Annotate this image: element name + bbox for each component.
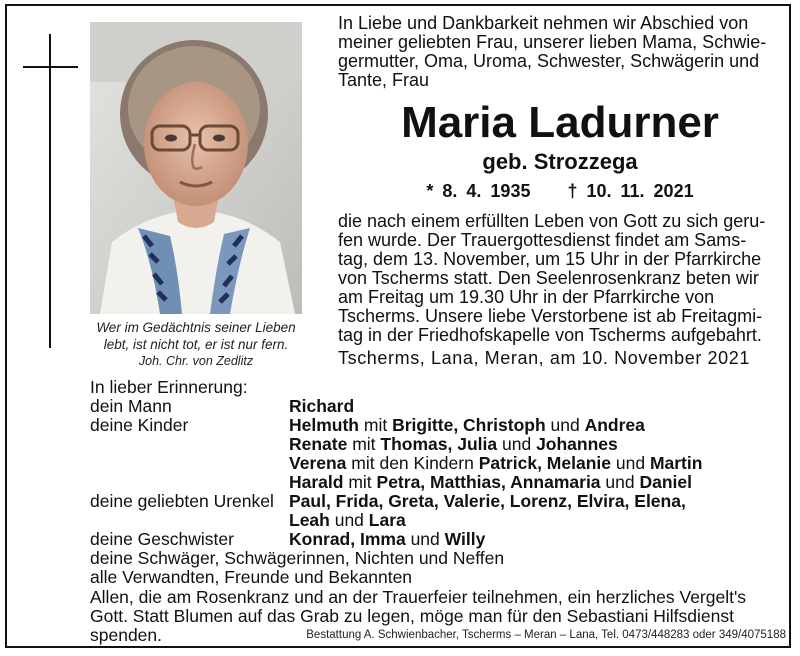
cross-icon [49, 34, 51, 348]
death-date: † 10. 11. 2021 [567, 181, 694, 201]
label-husband: dein Mann [90, 396, 172, 416]
extended-family-line: deine Schwäger, Schwägerinnen, Nichten und Neffen [90, 548, 505, 568]
service-details [338, 212, 778, 345]
body-line: am Freitag um 19.30 Uhr in der Pfarrkirche von [338, 287, 715, 307]
maiden-name: geb. Strozzega [482, 149, 638, 174]
connector-text: und [600, 472, 640, 492]
connector-text: und [329, 510, 369, 530]
label-great-grandchildren: deine geliebten Urenkel [90, 491, 274, 511]
closing-line: spenden. [90, 625, 163, 645]
label-siblings: deine Geschwister [90, 529, 234, 549]
birth-date: * 8. 4. 1935 [426, 181, 531, 201]
cross-icon-bar [23, 66, 78, 68]
relative-name: Helmuth [289, 415, 359, 435]
body-line: fen wurde. Der Trauergottesdienst findet am Sams- [338, 230, 747, 250]
relative-row [289, 473, 702, 492]
memorial-quote [76, 319, 316, 370]
intro-line: In Liebe und Dankbarkeit nehmen wir Abschied von [338, 13, 749, 33]
body-line: von Tscherms statt. Den Seelenrosenkranz beten wir [338, 268, 759, 288]
relative-row [289, 511, 686, 530]
intro-line: meiner geliebten Frau, unserer lieben Mama, Schwie- [338, 32, 767, 52]
relative-name: Thomas, Julia [380, 434, 498, 454]
quote-line: lebt, ist nicht tot, er ist nur fern. [103, 337, 289, 352]
siblings-list [289, 530, 485, 549]
relative-row [289, 416, 702, 435]
connector-text: und [545, 415, 585, 435]
relative-name: Petra, Matthias, Annamaria [376, 472, 601, 492]
life-dates [320, 180, 800, 202]
connector-text: mit [359, 415, 393, 435]
connector-text: mit [343, 472, 377, 492]
connector-text: und [611, 453, 650, 473]
relative-name: Willy [444, 529, 486, 549]
great-grandchildren-list [289, 492, 686, 530]
closing-line: Gott. Statt Blumen auf das Grab zu legen, möge man für den Sebastiani Hilfsdienst [90, 606, 734, 626]
closing-line: Allen, die am Rosenkranz und an der Trauerfeier teilnehmen, ein herzliches Vergelt's [90, 587, 747, 607]
label-children: deine Kinder [90, 415, 189, 435]
deceased-name: Maria Ladurner [401, 98, 719, 147]
relative-name: Renate [289, 434, 348, 454]
connector-text: mit [347, 434, 381, 454]
relative-row [289, 530, 485, 549]
body-line: tag, dem 13. November, um 15 Uhr in der Pfarrkirche [338, 249, 762, 269]
relative-name: Leah [289, 510, 330, 530]
memory-heading: In lieber Erinnerung: [90, 377, 248, 397]
body-line: Tscherms. Unsere liebe Verstorbene ist ab Freitagmi- [338, 306, 763, 326]
intro-line: germutter, Oma, Uroma, Schwester, Schwägerin und [338, 51, 760, 71]
intro-text [338, 14, 778, 90]
connector-text: und [497, 434, 537, 454]
body-line: tag in der Friedhofskapelle von Tscherms aufgebahrt. [338, 325, 762, 345]
relative-row [289, 435, 702, 454]
husband-name: Richard [289, 396, 355, 416]
relative-name: Paul, Frida, Greta, Valerie, Lorenz, Elvira, Elena, [289, 491, 686, 511]
undertaker-info: Bestattung A. Schwienbacher, Tscherms – Meran – Lana, Tel. 0473/448283 oder 349/4075188 [306, 629, 786, 641]
place-date: Tscherms, Lana, Meran, am 10. November 2021 [338, 348, 750, 368]
relative-name: Patrick, Melanie [478, 453, 611, 473]
relative-name: Andrea [584, 415, 645, 435]
extended-family-line: alle Verwandten, Freunde und Bekannten [90, 567, 413, 587]
relative-name: Verena [289, 453, 347, 473]
relative-name: Harald [289, 472, 344, 492]
children-list [289, 416, 702, 492]
relative-name: Johannes [536, 434, 618, 454]
relative-row [289, 454, 702, 473]
relative-name: Brigitte, Christoph [392, 415, 546, 435]
relative-name: Lara [368, 510, 406, 530]
relative-name: Martin [649, 453, 703, 473]
connector-text: und [405, 529, 445, 549]
relative-name: Konrad, Imma [289, 529, 406, 549]
relative-name: Daniel [639, 472, 693, 492]
quote-line: Wer im Gedächtnis seiner Lieben [96, 320, 296, 335]
body-line: die nach einem erfüllten Leben von Gott zu sich geru- [338, 211, 766, 231]
relative-row [289, 492, 686, 511]
quote-author: Joh. Chr. von Zedlitz [138, 354, 254, 368]
intro-line: Tante, Frau [338, 70, 430, 90]
connector-text: mit den Kindern [346, 453, 479, 473]
portrait-photo [90, 22, 302, 314]
